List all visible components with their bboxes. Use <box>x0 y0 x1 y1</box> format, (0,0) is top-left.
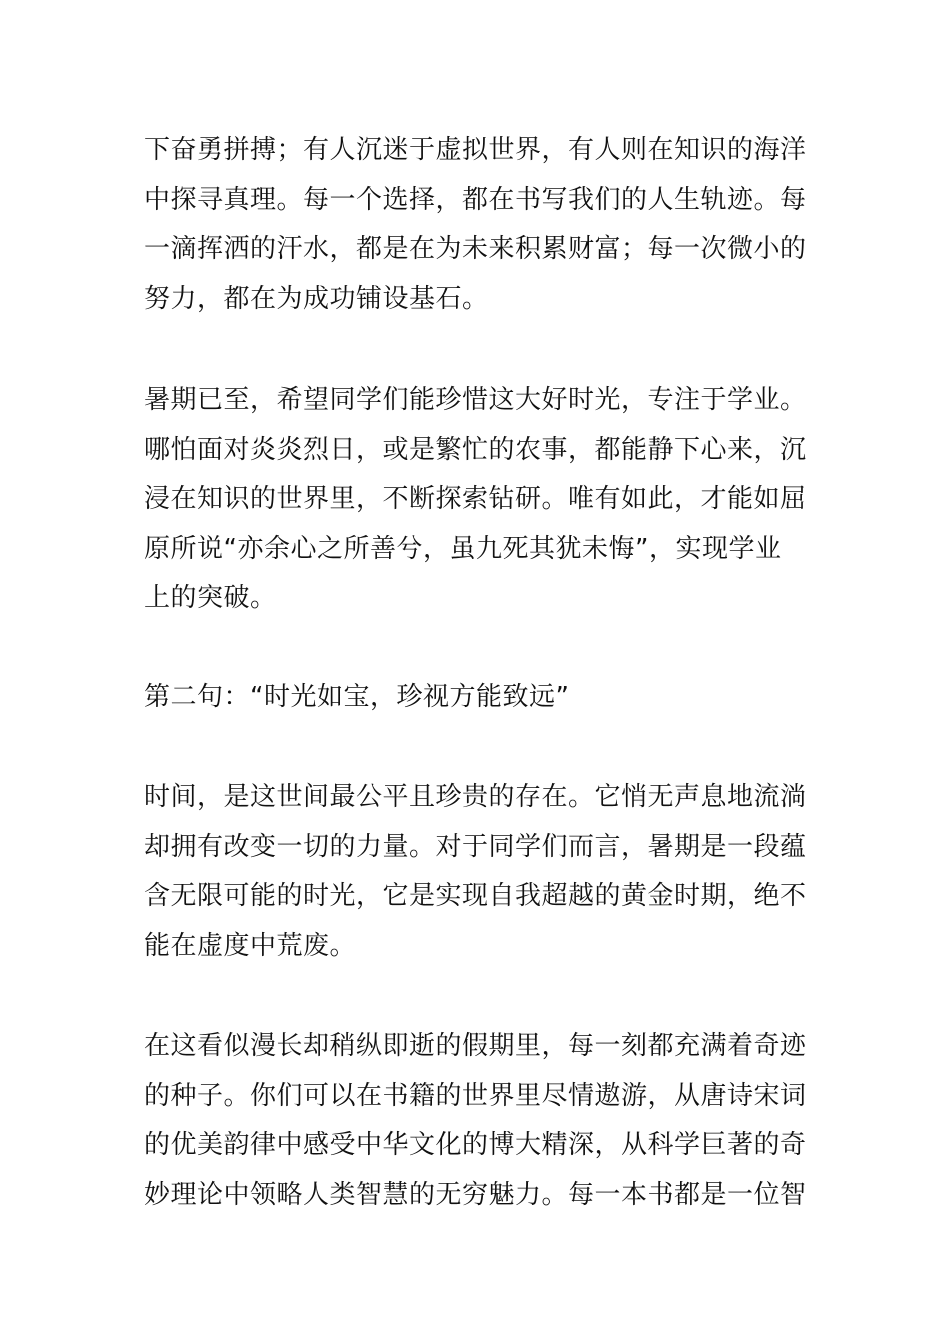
text-line: 能在虚度中荒废。 <box>144 930 357 961</box>
section-heading <box>144 673 814 723</box>
text-line: 上的突破。 <box>144 583 277 613</box>
text-line: 却拥有改变一切的力量。对于同学们而言，暑期是一段蕴 <box>144 831 807 862</box>
paragraph-1 <box>144 126 814 324</box>
paragraph-3 <box>144 773 814 971</box>
text-line: 一滴挥洒的汗水，都是在为未来积累财富；每一次微小的 <box>144 234 807 264</box>
paragraph-4 <box>144 1022 814 1220</box>
text-line: 浸在知识的世界里，不断探索钻研。唯有如此，才能如屈 <box>144 484 807 514</box>
text-line: 哪怕面对炎炎烈日，或是繁忙的农事，都能静下心来，沉 <box>144 434 807 465</box>
text-line: 时间，是这世间最公平且珍贵的存在。它悄无声息地流淌 <box>144 782 807 812</box>
text-line: 的种子。你们可以在书籍的世界里尽情遨游，从唐诗宋词 <box>144 1080 807 1111</box>
text-line: 努力，都在为成功铺设基石。 <box>144 283 489 314</box>
text-line: 含无限可能的时光，它是实现自我超越的黄金时期，绝不 <box>144 881 807 911</box>
text-line: 中探寻真理。每一个选择，都在书写我们的人生轨迹。每 <box>144 184 807 215</box>
heading-line: 第二句：“时光如宝，珍视方能致远” <box>144 682 570 712</box>
text-line: 的优美韵律中感受中华文化的博大精深，从科学巨著的奇 <box>144 1130 807 1160</box>
text-line: 下奋勇拼搏；有人沉迷于虚拟世界，有人则在知识的海洋 <box>144 135 807 165</box>
text-line: 妙理论中领略人类智慧的无穷魅力。每一本书都是一位智 <box>144 1179 807 1210</box>
text-line: 在这看似漫长却稍纵即逝的假期里，每一刻都充满着奇迹 <box>144 1031 807 1061</box>
text-line: 原所说“亦余心之所善兮，虽九死其犹未悔”，实现学业 <box>144 533 782 564</box>
text-line: 暑期已至，希望同学们能珍惜这大好时光，专注于学业。 <box>144 385 807 415</box>
paragraph-2 <box>144 376 814 624</box>
